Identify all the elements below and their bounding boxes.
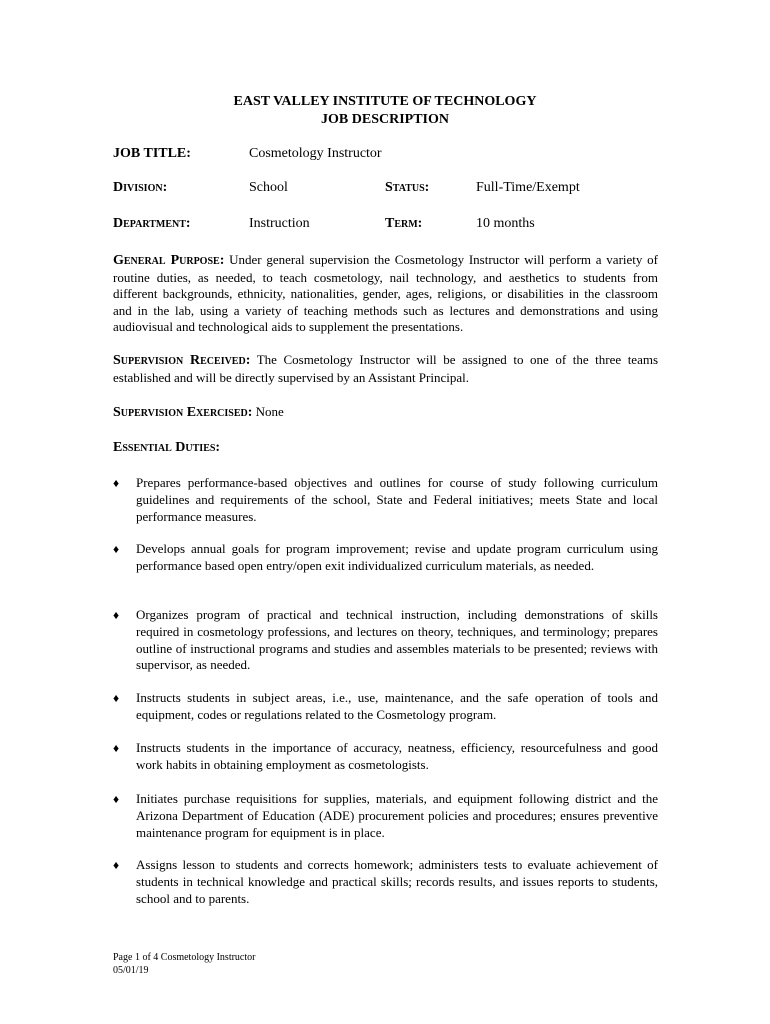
bullet-diamond-icon: ♦ xyxy=(113,792,120,806)
department-value: Instruction xyxy=(249,216,310,231)
status-label-text: Status: xyxy=(385,180,430,195)
duty-text: Organizes program of practical and technical instruction, including demonstrations of skills required in cosmetology professions, and lectures on theory, techniques, and terminology; prepares outline of instructional programs and studies and assembles materials to be presented; reviews with supervisor, as needed. xyxy=(136,607,658,673)
general-purpose-paragraph xyxy=(113,252,658,336)
term-value: 10 months xyxy=(476,216,535,231)
duty-item xyxy=(113,541,658,575)
supervision-received-text: The Cosmetology Instructor will be assigned to one of the three teams established and will be directly supervised by an Assistant Principal. xyxy=(113,352,659,385)
duty-item xyxy=(113,791,658,841)
bullet-diamond-icon: ♦ xyxy=(113,542,120,556)
duty-item xyxy=(113,857,658,907)
department-label-text: Department: xyxy=(113,216,191,231)
division-value: School xyxy=(249,180,288,195)
duty-item xyxy=(113,607,658,674)
supervision-exercised-paragraph xyxy=(113,404,658,422)
division-label-text: Division: xyxy=(113,180,168,195)
job-title-label: JOB TITLE: xyxy=(113,146,191,161)
duty-text: Instructs students in subject areas, i.e., use, maintenance, and the safe operation of tools and equipment, codes or regulations related to the Cosmetology program. xyxy=(136,690,658,722)
duty-text: Instructs students in the importance of accuracy, neatness, efficiency, resourcefulness and good work habits in obtaining employment as cosmetologists. xyxy=(136,740,658,772)
bullet-diamond-icon: ♦ xyxy=(113,741,120,755)
general-purpose-text: Under general supervision the Cosmetology Instructor will perform a variety of routine duties, as needed, to teach cosmetology, nail technology, and aesthetics to students from different backgrounds, ethnicity, nationalities, gender, ages, religions, or disabilities in the classroom and in the lab, using a variety of teaching methods such as lectures and demonstrations and using audiovisual and technological aids to supplement the presentations. xyxy=(113,252,658,334)
term-label xyxy=(385,216,422,232)
essential-duties-heading xyxy=(113,439,658,457)
supervision-exercised-label: Supervision Exercised: xyxy=(113,405,253,420)
duty-item xyxy=(113,475,658,525)
supervision-exercised-text: None xyxy=(255,404,284,419)
division-label xyxy=(113,180,167,196)
duty-item xyxy=(113,740,658,774)
job-title-value: Cosmetology Instructor xyxy=(249,146,382,161)
general-purpose-label: General Purpose: xyxy=(113,253,225,268)
duty-text: Prepares performance-based objectives and outlines for course of study following curriculum guidelines and requirements of the school, State and Federal initiatives; meets State and local performance measures. xyxy=(136,475,658,524)
footer-page-line: Page 1 of 4 Cosmetology Instructor xyxy=(113,952,256,963)
supervision-received-paragraph xyxy=(113,352,658,386)
document-type-title: JOB DESCRIPTION xyxy=(321,112,449,127)
supervision-received-label: Supervision Received: xyxy=(113,353,251,368)
duty-text: Assigns lesson to students and corrects homework; administers tests to evaluate achievement of students in technical knowledge and practical skills; records results, and issues reports to students, school and to parents. xyxy=(136,857,658,906)
term-label-text: Term: xyxy=(385,216,423,231)
bullet-diamond-icon: ♦ xyxy=(113,858,120,872)
essential-duties-label: Essential Duties: xyxy=(113,440,221,455)
status-value: Full-Time/Exempt xyxy=(476,180,580,195)
bullet-diamond-icon: ♦ xyxy=(113,476,120,490)
page-footer xyxy=(113,951,255,977)
duty-text: Develops annual goals for program improvement; revise and update program curriculum using performance based open entry/open exit individualized curriculum materials, as needed. xyxy=(136,541,658,573)
status-label xyxy=(385,180,429,196)
department-label xyxy=(113,216,191,232)
duty-text: Initiates purchase requisitions for supplies, materials, and equipment following district and the Arizona Department of Education (ADE) procurement policies and procedures; ensures preventive maintenance program for equipment is in place. xyxy=(136,791,658,840)
bullet-diamond-icon: ♦ xyxy=(113,691,120,705)
duty-item xyxy=(113,690,658,724)
organization-title: EAST VALLEY INSTITUTE OF TECHNOLOGY xyxy=(233,94,537,109)
bullet-diamond-icon: ♦ xyxy=(113,608,120,622)
footer-date-line: 05/01/19 xyxy=(113,965,149,976)
